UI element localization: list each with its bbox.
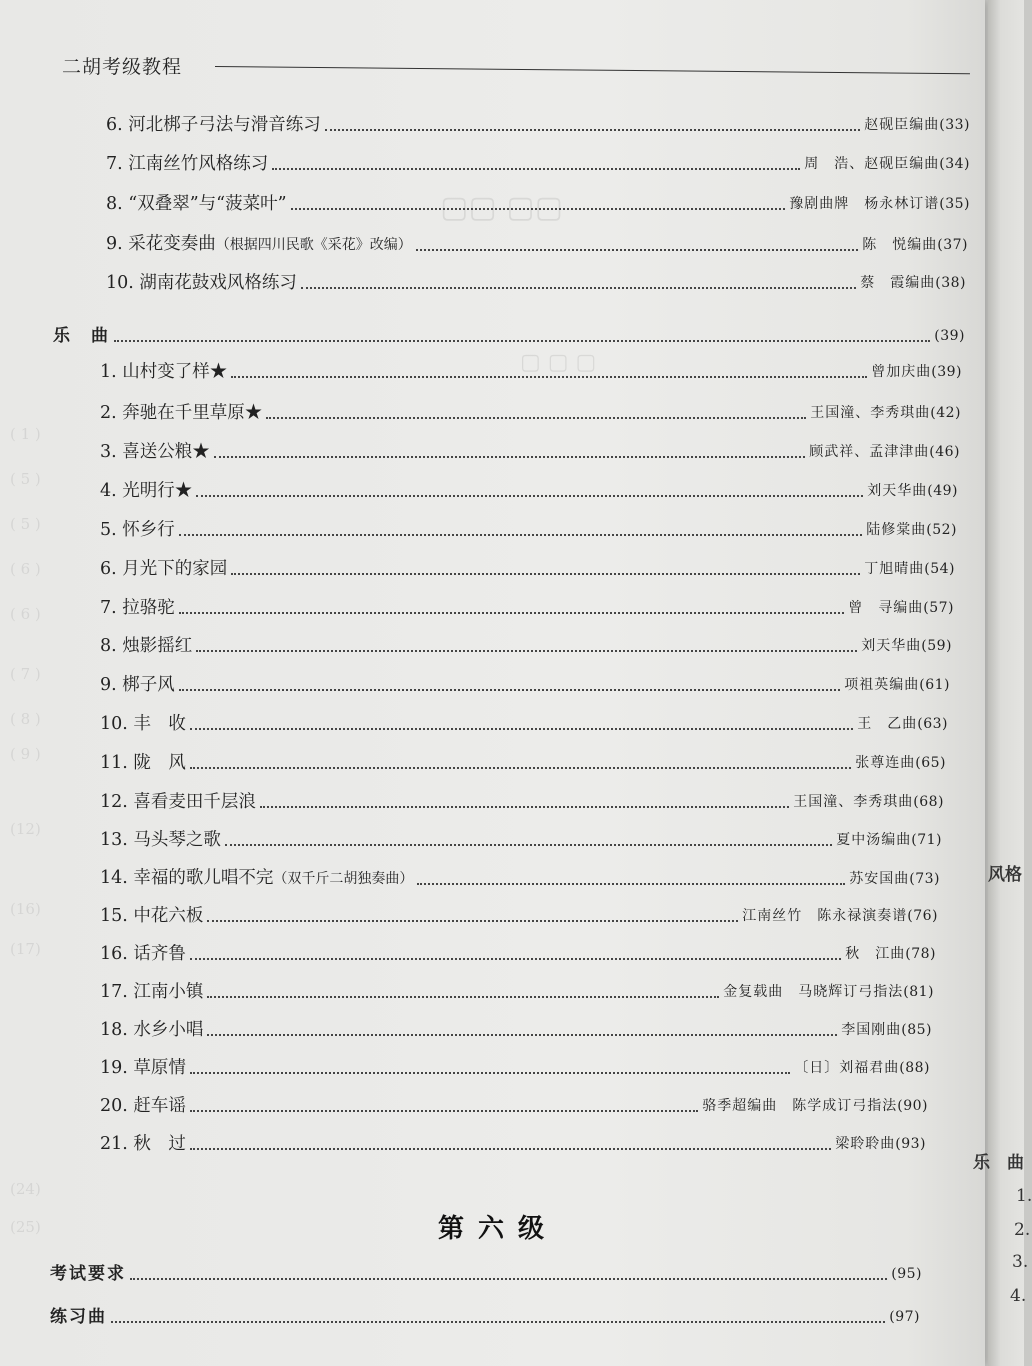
show-through-text: ▢▢ ▢▢ bbox=[440, 190, 563, 225]
entry-title: 1. 山村变了样★ bbox=[100, 362, 228, 382]
entry-title: 18. 水乡小唱 bbox=[100, 1020, 204, 1040]
show-through-text: ( 7 ) bbox=[10, 665, 41, 683]
show-through-text: ( 5 ) bbox=[10, 515, 41, 533]
toc-entry bbox=[100, 791, 944, 813]
entry-title: 7. 江南丝竹风格练习 bbox=[106, 154, 269, 174]
toc-entry bbox=[100, 1019, 932, 1041]
entry-title: 19. 草原情 bbox=[100, 1058, 186, 1078]
toc-entry bbox=[100, 713, 948, 735]
entry-title: 8. 烛影摇红 bbox=[100, 636, 193, 656]
leader-dots bbox=[207, 1034, 837, 1036]
entry-note: （根据四川民歌《采花》改编） bbox=[215, 237, 412, 253]
leader-dots bbox=[301, 287, 856, 289]
entry-title: 11. 陇 风 bbox=[100, 753, 186, 773]
show-through-text: ( 1 ) bbox=[10, 425, 41, 443]
show-through-text: (17) bbox=[10, 940, 41, 958]
entry-page: (52) bbox=[926, 522, 957, 538]
leader-dots bbox=[190, 958, 841, 960]
entry-title: 21. 秋 过 bbox=[100, 1134, 186, 1154]
toc-entry bbox=[100, 519, 957, 541]
toc-entry bbox=[100, 558, 955, 580]
leader-dots bbox=[179, 612, 844, 614]
entry-title: 20. 赶车谣 bbox=[100, 1096, 186, 1116]
leader-dots bbox=[111, 1321, 885, 1323]
entry-page: (42) bbox=[930, 405, 961, 421]
entry-page: (39) bbox=[931, 364, 962, 380]
leader-dots bbox=[190, 728, 853, 730]
entry-title: 6. 河北梆子弓法与滑音练习 bbox=[106, 115, 321, 135]
entry-title: 13. 马头琴之歌 bbox=[100, 830, 221, 850]
leader-dots bbox=[417, 883, 845, 885]
show-through-text: ( 5 ) bbox=[10, 470, 41, 488]
entry-title bbox=[100, 867, 413, 890]
leader-dots bbox=[231, 573, 860, 575]
show-through-text: ▢ ▢ ▢ bbox=[520, 350, 597, 375]
toc-entry bbox=[100, 981, 934, 1003]
toc-entry bbox=[100, 1057, 930, 1079]
entry-title: 3. 喜送公粮★ bbox=[100, 442, 210, 462]
adjacent-page-text: 2. bbox=[1014, 1220, 1031, 1240]
adjacent-page-text: 4. bbox=[1010, 1286, 1027, 1306]
leader-dots bbox=[114, 340, 930, 342]
entry-note: （双千斤二胡独奏曲） bbox=[273, 871, 414, 887]
entry-credit: 张尊连曲 bbox=[855, 755, 916, 771]
entry-credit: 骆季超编曲 陈学成订弓指法 bbox=[702, 1098, 898, 1114]
entry-title: 2. 奔驰在千里草原★ bbox=[100, 403, 263, 423]
entry-credit: 刘天华曲 bbox=[861, 638, 922, 654]
entry-credit: 陈 悦编曲 bbox=[862, 237, 938, 253]
leader-dots bbox=[190, 1148, 831, 1150]
entry-credit: 王国潼、李秀琪曲 bbox=[810, 405, 931, 421]
leader-dots bbox=[325, 129, 860, 131]
adjacent-page bbox=[973, 0, 1032, 1366]
leader-dots bbox=[231, 376, 867, 378]
leader-dots bbox=[272, 168, 800, 170]
entry-credit: 周 浩、赵砚臣编曲 bbox=[804, 156, 940, 172]
entry-page: (38) bbox=[935, 275, 966, 291]
toc-entry bbox=[106, 153, 970, 175]
entry-page: (59) bbox=[921, 638, 952, 654]
entry-page: (65) bbox=[915, 755, 946, 771]
entry-credit: 赵砚臣编曲 bbox=[864, 117, 940, 133]
show-through-text: (12) bbox=[10, 820, 41, 838]
entry-title: 5. 怀乡行 bbox=[100, 520, 175, 540]
leader-dots bbox=[196, 495, 863, 497]
toc-entry bbox=[100, 674, 950, 696]
entry-page: (68) bbox=[913, 794, 944, 810]
leader-dots bbox=[196, 650, 857, 652]
toc-entry bbox=[100, 905, 938, 927]
entry-title: 9. 梆子风 bbox=[100, 675, 175, 695]
entry-credit: 顾武祥、孟津津曲 bbox=[809, 444, 930, 460]
leader-dots bbox=[416, 249, 858, 251]
toc-entry bbox=[100, 597, 954, 619]
toc-section bbox=[50, 1306, 920, 1328]
entry-title-text: 9. 采花变奏曲 bbox=[106, 234, 216, 254]
entry-title: 7. 拉骆驼 bbox=[100, 598, 175, 618]
leader-dots bbox=[214, 456, 805, 458]
entry-credit: 王国潼、李秀琪曲 bbox=[793, 794, 914, 810]
entry-page: (33) bbox=[939, 117, 970, 133]
level-heading: 第六级 bbox=[438, 1214, 559, 1244]
section-title: 考试要求 bbox=[50, 1264, 126, 1284]
leader-dots bbox=[260, 806, 789, 808]
entry-page: (81) bbox=[903, 984, 934, 1000]
show-through-text: ( 6 ) bbox=[10, 605, 41, 623]
leader-dots bbox=[207, 996, 719, 998]
entry-credit: 陆修棠曲 bbox=[866, 522, 927, 538]
entry-page: (78) bbox=[905, 946, 936, 962]
toc-section bbox=[53, 325, 965, 347]
entry-page: (57) bbox=[923, 600, 954, 616]
toc-section bbox=[50, 1263, 922, 1285]
toc-entry bbox=[100, 1095, 928, 1117]
entry-credit: 秋 江曲 bbox=[845, 946, 906, 962]
entry-title bbox=[106, 233, 412, 256]
running-header: 二胡考级教程 bbox=[62, 56, 183, 78]
adjacent-page-text: 1. bbox=[1016, 1186, 1032, 1206]
entry-page: (35) bbox=[939, 196, 970, 212]
show-through-text: (24) bbox=[10, 1180, 41, 1198]
entry-page: (93) bbox=[895, 1136, 926, 1152]
entry-page: (61) bbox=[919, 677, 950, 693]
entry-page: (76) bbox=[907, 908, 938, 924]
entry-page: (63) bbox=[917, 716, 948, 732]
entry-page: (54) bbox=[924, 561, 955, 577]
leader-dots bbox=[266, 417, 806, 419]
leader-dots bbox=[207, 920, 738, 922]
show-through-text: (25) bbox=[10, 1218, 41, 1236]
section-page: (97) bbox=[889, 1309, 920, 1325]
entry-page: (71) bbox=[911, 832, 942, 848]
section-page: (95) bbox=[891, 1266, 922, 1282]
entry-credit: 李国刚曲 bbox=[841, 1022, 902, 1038]
entry-credit: 豫剧曲牌 杨永林订谱 bbox=[789, 196, 940, 212]
entry-credit: 刘天华曲 bbox=[867, 483, 928, 499]
section-title: 乐 曲 bbox=[53, 326, 110, 346]
entry-credit: 江南丝竹 陈永禄演奏谱 bbox=[742, 908, 908, 924]
entry-page: (34) bbox=[939, 156, 970, 172]
entry-title: 12. 喜看麦田千层浪 bbox=[100, 792, 256, 812]
toc-entry bbox=[106, 114, 970, 136]
toc-entry bbox=[106, 193, 970, 215]
entry-credit: 〔日〕刘福君曲 bbox=[794, 1060, 900, 1076]
toc-entry bbox=[100, 943, 936, 965]
entry-title: 6. 月光下的家园 bbox=[100, 559, 228, 579]
entry-credit: 曾 寻编曲 bbox=[848, 600, 924, 616]
entry-credit: 金复载曲 马晓辉订弓指法 bbox=[723, 984, 904, 1000]
toc-entry bbox=[100, 361, 962, 383]
entry-page: (73) bbox=[909, 871, 940, 887]
entry-title: 16. 话齐鲁 bbox=[100, 944, 186, 964]
entry-title: 8. “双叠翠”与“菠菜叶” bbox=[106, 194, 287, 214]
entry-title: 10. 丰 收 bbox=[100, 714, 186, 734]
entry-title: 17. 江南小镇 bbox=[100, 982, 204, 1002]
leader-dots bbox=[130, 1278, 887, 1280]
entry-credit: 苏安国曲 bbox=[849, 871, 910, 887]
adjacent-page-text: 3. bbox=[1012, 1252, 1029, 1272]
show-through-text: ( 8 ) bbox=[10, 710, 41, 728]
entry-credit: 蔡 霞编曲 bbox=[860, 275, 936, 291]
entry-title-text: 14. 幸福的歌儿唱不完 bbox=[100, 868, 274, 888]
toc-entry bbox=[100, 867, 940, 890]
leader-dots bbox=[190, 767, 851, 769]
entry-credit: 曾加庆曲 bbox=[871, 364, 932, 380]
entry-title: 15. 中花六板 bbox=[100, 906, 204, 926]
entry-title: 4. 光明行★ bbox=[100, 481, 193, 501]
toc-entry bbox=[100, 1133, 926, 1155]
entry-credit: 夏中汤编曲 bbox=[836, 832, 912, 848]
entry-page: (90) bbox=[897, 1098, 928, 1114]
leader-dots bbox=[179, 534, 862, 536]
leader-dots bbox=[190, 1072, 790, 1074]
entry-credit: 项祖英编曲 bbox=[844, 677, 920, 693]
entry-credit: 王 乙曲 bbox=[857, 716, 918, 732]
entry-page: (85) bbox=[901, 1022, 932, 1038]
entry-credit: 梁聆聆曲 bbox=[835, 1136, 896, 1152]
adjacent-page-text: 风格 bbox=[988, 865, 1022, 885]
entry-page: (49) bbox=[927, 483, 958, 499]
toc-entry bbox=[100, 829, 942, 851]
entry-page: (46) bbox=[929, 444, 960, 460]
header-rule bbox=[215, 66, 970, 74]
entry-title: 10. 湖南花鼓戏风格练习 bbox=[106, 273, 297, 293]
adjacent-page-text: 乐 曲 bbox=[973, 1153, 1024, 1173]
leader-dots bbox=[179, 689, 840, 691]
show-through-text: ( 9 ) bbox=[10, 745, 41, 763]
show-through-text: ( 6 ) bbox=[10, 560, 41, 578]
section-title: 练习曲 bbox=[50, 1307, 107, 1327]
leader-dots bbox=[291, 208, 786, 210]
entry-credit: 丁旭晴曲 bbox=[864, 561, 925, 577]
toc-entry bbox=[106, 233, 968, 256]
section-page: (39) bbox=[934, 328, 965, 344]
leader-dots bbox=[190, 1110, 698, 1112]
entry-page: (88) bbox=[899, 1060, 930, 1076]
toc-entry bbox=[100, 402, 961, 424]
show-through-text: (16) bbox=[10, 900, 41, 918]
toc-entry bbox=[100, 441, 960, 463]
entry-page: (37) bbox=[937, 237, 968, 253]
toc-entry bbox=[100, 480, 958, 502]
toc-entry bbox=[100, 635, 952, 657]
toc-entry bbox=[100, 752, 946, 774]
leader-dots bbox=[225, 844, 832, 846]
toc-entry bbox=[106, 272, 966, 294]
